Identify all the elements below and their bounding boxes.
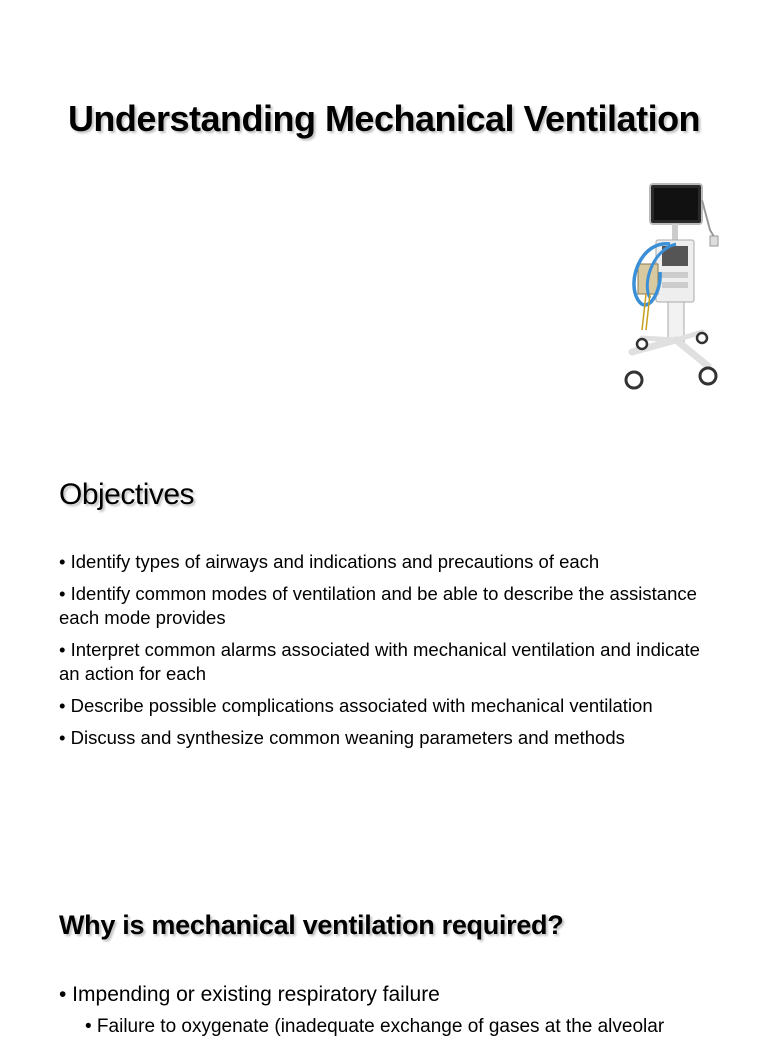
list-item: • Interpret common alarms associated with mechanical ventilation and indicate an action for each [59,639,700,684]
objectives-heading: Objectives [59,478,195,511]
why-ventilation-list [59,982,719,1040]
list-item: • Discuss and synthesize common weaning parameters and methods [59,727,625,748]
ventilator-image [612,180,724,400]
list-item: • Identify types of airways and indications and precautions of each [59,551,600,572]
slide-why-ventilation [0,870,768,1037]
objectives-list [59,550,719,758]
sub-list-item: • Failure to oxygenate (inadequate exchange of gases at the alveolar [85,1016,665,1037]
why-ventilation-heading: Why is mechanical ventilation required? [59,910,564,940]
slide-title [0,0,768,440]
slide-objectives [0,440,768,870]
list-item: • Describe possible complications associated with mechanical ventilation [59,695,653,716]
list-item: • Impending or existing respiratory failure [59,983,440,1006]
list-item: • Identify common modes of ventilation and be able to describe the assistance each mode provides [59,583,697,628]
slide-title-heading: Understanding Mechanical Ventilation [67,98,701,139]
